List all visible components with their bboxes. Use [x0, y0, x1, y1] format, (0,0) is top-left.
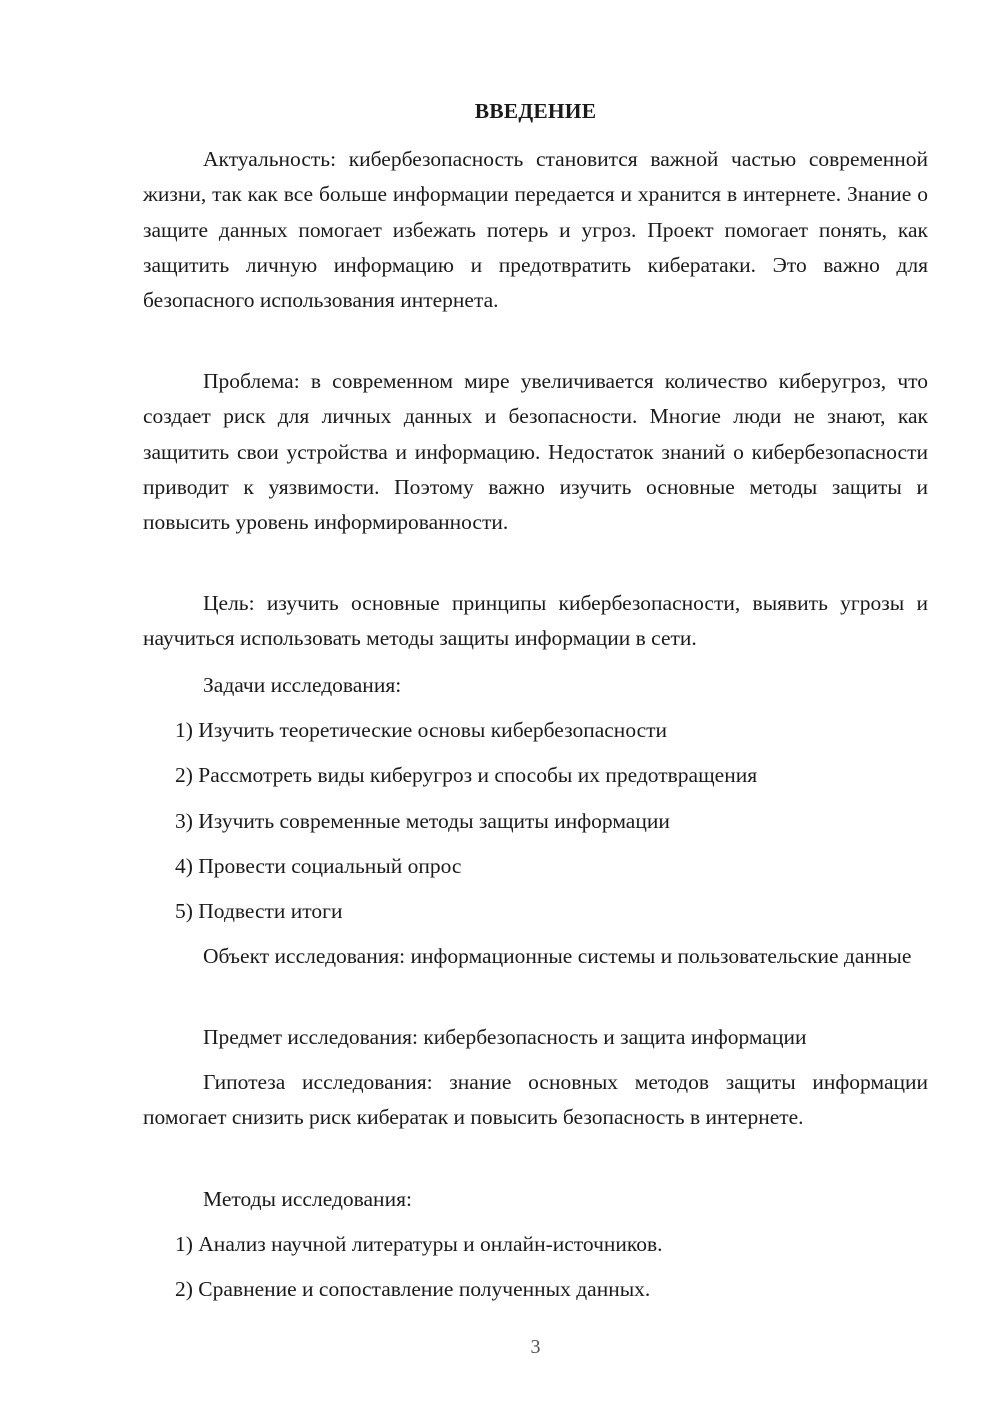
tasks-heading: Задачи исследования: — [203, 673, 402, 697]
method-item: 2) Сравнение и сопоставление полученных данных. — [175, 1277, 651, 1301]
task-item: 2) Рассмотреть виды киберугроз и способы их предотвращения — [175, 763, 758, 787]
page-title: ВВЕДЕНИЕ — [474, 99, 597, 123]
paragraph-subject: Предмет исследования: кибербезопасность и защита информации — [203, 1025, 807, 1049]
paragraph-goal: Цель: изучить основные принципы кибербезопасности, выявить угрозы и научиться использовать методы защиты информации в сети. — [143, 591, 928, 651]
task-item: 4) Провести социальный опрос — [175, 854, 462, 878]
paragraph-object: Объект исследования: информационные системы и пользовательские данные — [203, 944, 912, 968]
task-item: 5) Подвести итоги — [175, 899, 343, 923]
page-number: 3 — [530, 1336, 541, 1358]
paragraph-hypothesis: Гипотеза исследования: знание основных методов защиты информации помогает снизить риск кибератак и повысить безопасность в интернете. — [143, 1070, 928, 1130]
task-item: 3) Изучить современные методы защиты информации — [175, 809, 670, 833]
task-item: 1) Изучить теоретические основы кибербезопасности — [175, 718, 668, 742]
method-item: 1) Анализ научной литературы и онлайн-источников. — [175, 1232, 663, 1256]
document-page — [143, 0, 928, 1414]
paragraph-relevance: Актуальность: кибербезопасность становится важной частью современной жизни, так как все больше информации передается и хранится в интернете. Знание о защите данных помогает избежать потерь и угроз. Проект помогает понять, как защитить личную информацию и предотвратить кибератаки. Это важно для безопасного использования интернета. — [143, 147, 928, 313]
methods-heading: Методы исследования: — [203, 1187, 412, 1211]
paragraph-problem: Проблема: в современном мире увеличивается количество киберугроз, что создает риск для личных данных и безопасности. Многие люди не знают, как защитить свои устройства и информацию. Недостаток знаний о кибербезопасности приводит к уязвимости. Поэтому важно изучить основные методы защиты и повысить уровень информированности. — [143, 369, 928, 535]
